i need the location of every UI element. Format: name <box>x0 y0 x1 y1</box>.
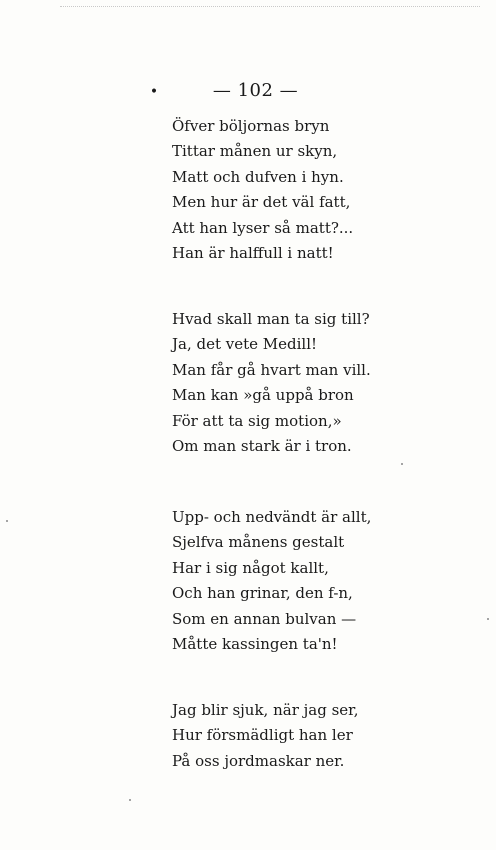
verse-line: Om man stark är i tron. <box>172 436 352 455</box>
verse-line: Man får gå hvart man vill. <box>172 360 371 379</box>
stanza-1 <box>172 114 472 266</box>
stanza-4 <box>172 698 472 774</box>
verse-line: Hvad skall man ta sig till? <box>172 310 370 328</box>
stanza-3 <box>172 505 472 657</box>
verse-line: Som en annan bulvan — <box>172 609 357 628</box>
verse-line: Matt och dufven i hyn. <box>172 167 344 186</box>
scan-speck <box>401 463 403 465</box>
header-mark: • <box>149 84 159 100</box>
verse-line: Jag blir sjuk, när jag ser, <box>172 701 359 719</box>
scan-speck <box>487 618 489 620</box>
verse-line: Hur försmädligt han ler <box>172 726 353 745</box>
verse-line: Han är halffull i natt! <box>172 243 334 262</box>
page-number: — 102 — <box>212 80 299 101</box>
verse-line: Öfver böljornas bryn <box>172 117 330 135</box>
verse-line: Men hur är det väl fatt, <box>172 193 351 212</box>
verse-line: På oss jordmaskar ner. <box>172 751 345 770</box>
verse-line: Att han lyser så matt?... <box>172 218 354 237</box>
scan-edge-noise <box>60 6 480 7</box>
verse-line: Måtte kassingen ta'n! <box>172 634 338 653</box>
verse-line: Sjelfva månens gestalt <box>172 533 345 552</box>
verse-line: Man kan »gå uppå bron <box>172 386 354 405</box>
verse-line: Och han grinar, den f-n, <box>172 584 353 603</box>
verse-line: För att ta sig motion,» <box>172 411 342 430</box>
verse-line: Tittar månen ur skyn, <box>172 142 338 161</box>
verse-line: Ja, det vete Medill! <box>172 335 318 354</box>
scan-speck <box>6 520 8 522</box>
stanza-2 <box>172 307 472 459</box>
page-header <box>0 80 496 101</box>
scan-speck <box>129 799 131 801</box>
verse-line: Har i sig något kallt, <box>172 558 329 577</box>
verse-line: Upp- och nedvändt är allt, <box>172 508 372 526</box>
